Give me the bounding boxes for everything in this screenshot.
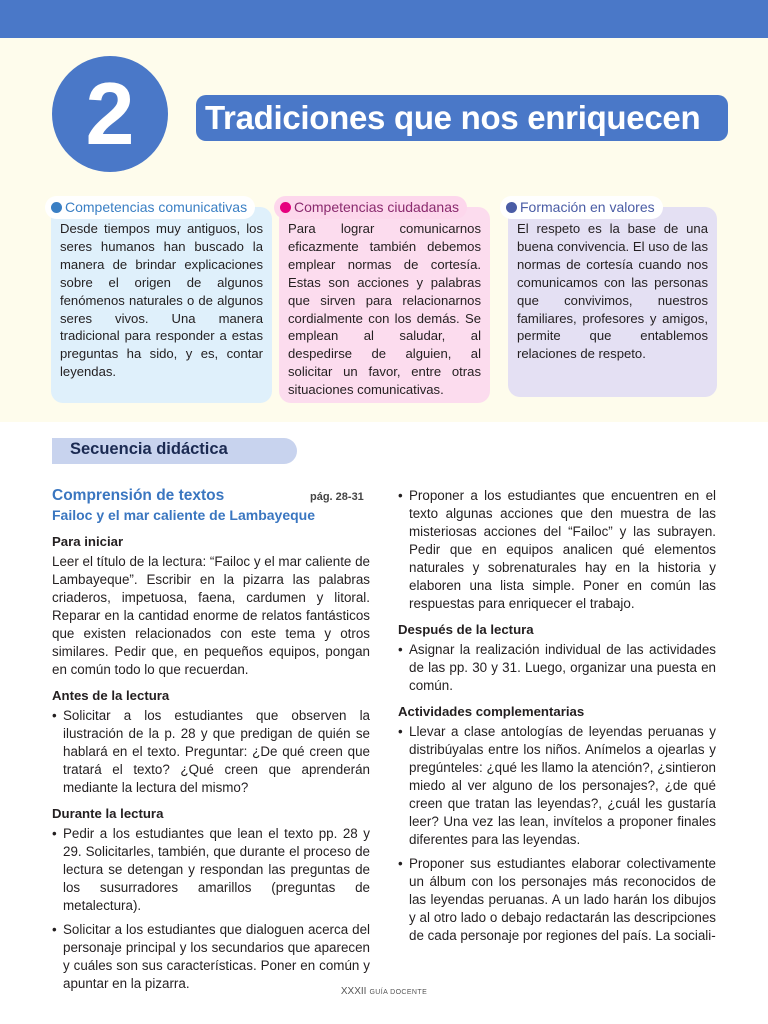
unit-number-badge: 2: [52, 56, 168, 172]
bullet-dot-icon: [506, 202, 517, 213]
footer-label: GUÍA DOCENTE: [369, 989, 428, 996]
paragraph-start: Leer el título de la lectura: “Failoc y el mar caliente de Lambayeque”. Escribir en la pizarra las palabras criaderos, impetuosa, faena, cardumen y litoral. Reparar en la cantidad enorme de relatos fantásticos que existen relacionados con este tema y otros similares. Pedir que, en pequeños equipos, pongan en común todo lo que recuerdan.: [52, 554, 370, 677]
heading-after-reading: Después de la lectura: [398, 622, 534, 637]
competency-label-text: Competencias ciudadanas: [294, 199, 459, 215]
competency-text: Para lograr comunicarnos eficazmente también debemos emplear normas de cortesía. Estas son acciones y palabras que sirven para relacionarnos cordialmente con los demás. Se emplean al saludar, al despedirse de alguien, al solicitar un favor, entre otras situaciones comunicativas.: [288, 221, 481, 398]
competency-text: Desde tiempos muy antiguos, los seres humanos han buscado la manera de brindar explicaciones sobre el origen de algunos fenómenos naturales o de algunos seres vivos. Una manera tradicional para responder a estas preguntas ha sido, y es, contar leyendas.: [60, 221, 263, 380]
competency-label-text: Competencias comunicativas: [65, 199, 248, 215]
page-number: XXXII: [340, 986, 367, 997]
page-footer: [0, 986, 768, 997]
heading-during-reading: Durante la lectura: [52, 806, 164, 821]
heading-complementary: Actividades complementarias: [398, 704, 585, 719]
sequence-heading: Secuencia didáctica: [70, 440, 228, 458]
list-item: • Proponer a los estudiantes que encuentren en el texto algunas acciones que den muestra de las misteriosas acciones del “Failoc” y las subrayen. Pedir que en equipos analicen qué elementos naturales y sobrenaturales hay en la historia y elaboren una lista simple. Poner en común las respuestas para enriquecer el trabajo.: [398, 487, 716, 613]
competency-label-values: [500, 196, 663, 219]
list-item: • Asignar la realización individual de las actividades de las pp. 30 y 31. Luego, organizar una puesta en común.: [398, 641, 716, 695]
competency-label-communicative: [45, 196, 255, 219]
competency-box-values: [508, 207, 717, 397]
bullet-dot-icon: [51, 202, 62, 213]
bullet-dot-icon: [280, 202, 291, 213]
heading-start: Para iniciar: [52, 534, 124, 549]
list-item: • Solicitar a los estudiantes que observen la ilustración de la p. 28 y que predigan de quién se hablará en el texto. Preguntar: ¿De qué creen que tratará el texto? ¿Qué creen que aprenderán mediante la lectura del mismo?: [52, 707, 370, 797]
left-column: [52, 486, 370, 999]
heading-before-reading: Antes de la lectura: [52, 688, 170, 703]
page-reference: pág. 28-31: [310, 491, 364, 503]
competency-box-communicative: [51, 207, 272, 403]
list-item: • Solicitar a los estudiantes que dialoguen acerca del personaje principal y los secundarios que aparecen y cuáles son sus características. Poner en común y apuntar en la pizarra.: [52, 921, 370, 993]
top-banner: [0, 0, 768, 38]
competency-text: El respeto es la base de una buena convivencia. El uso de las normas de cortesía cuando nos comunicamos con las personas que convivimos, nuestros familiares, profesores y amigos, permite que entablemos relaciones de respeto.: [517, 221, 708, 362]
list-item: • Llevar a clase antologías de leyendas peruanas y distribúyalas entre los niños. Anímelos a ojearlas y pregúnteles: ¿qué les llamo la atención?, ¿sintieron miedo al ver alguno de los personajes?, ¿de qué creen que tratan las leyendas?, ¿cuál les gustaría leer? Una vez las lean, invítelos a proponer finales diferentes para las leyendas.: [398, 723, 716, 849]
competency-label-text: Formación en valores: [520, 199, 655, 215]
unit-title: Tradiciones que nos enriquecen: [205, 99, 701, 136]
list-item: • Proponer sus estudiantes elaborar colectivamente un álbum con los personajes más reconocidos de las leyendas peruanas. A un lado harán los dibujos y al otro lado o debajo redactarán las descripciones de cada personaje por regiones del país. La sociali-: [398, 855, 716, 945]
competency-label-citizen: [274, 196, 467, 219]
right-column: [398, 487, 716, 951]
section-title-text: Comprensión de textos: [52, 487, 225, 504]
section-title: [52, 486, 370, 506]
reading-title: Failoc y el mar caliente de Lambayeque: [52, 507, 315, 523]
competency-box-citizen: [279, 207, 490, 403]
list-item: • Pedir a los estudiantes que lean el texto pp. 28 y 29. Solicitarles, también, que durante el proceso de lectura se detengan y respondan las preguntas de los susurradores amarillos (preguntas de metalectura).: [52, 825, 370, 915]
